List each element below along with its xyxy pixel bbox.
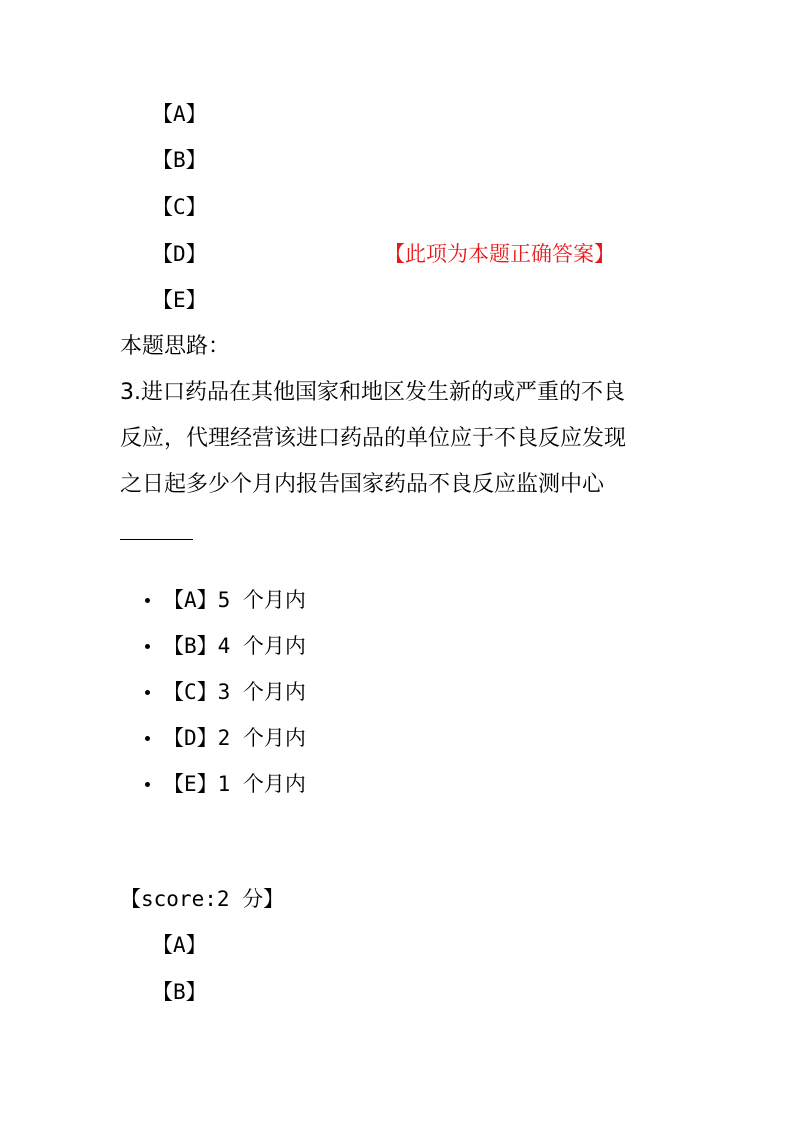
prev-option-c: 【C】 bbox=[152, 195, 207, 219]
prev-option-e: 【E】 bbox=[152, 288, 207, 312]
answer-option-b: 【B】 bbox=[152, 980, 207, 1004]
option-text: 【C】3 个月内 bbox=[163, 680, 306, 704]
bullet-dot-icon bbox=[145, 782, 150, 787]
prev-option-b: 【B】 bbox=[152, 148, 207, 172]
bullet-dot-icon bbox=[145, 736, 150, 741]
prev-option-a: 【A】 bbox=[152, 102, 207, 126]
question-line-2: 反应，代理经营该进口药品的单位应于不良反应发现 bbox=[120, 426, 627, 451]
option-text: 【D】2 个月内 bbox=[163, 726, 306, 750]
prev-option-d bbox=[152, 240, 615, 268]
bullet-dot-icon bbox=[145, 598, 150, 603]
answer-blank bbox=[120, 539, 193, 540]
prev-option-d-label: 【D】 bbox=[152, 242, 207, 266]
question-line-3: 之日起多少个月内报告国家药品不良反应监测中心 bbox=[120, 472, 605, 497]
option-text: 【B】4 个月内 bbox=[163, 634, 306, 658]
option-text: 【A】5 个月内 bbox=[163, 588, 306, 612]
analysis-label: 本题思路： bbox=[120, 334, 231, 359]
option-text: 【E】1 个月内 bbox=[163, 772, 306, 796]
score-label: 【score:2 分】 bbox=[120, 887, 285, 911]
question-line-1: 3.进口药品在其他国家和地区发生新的或严重的不良 bbox=[120, 380, 625, 405]
answer-option-a: 【A】 bbox=[152, 933, 207, 957]
bullet-dot-icon bbox=[145, 690, 150, 695]
bullet-dot-icon bbox=[145, 644, 150, 649]
correct-answer-marker: 【此项为本题正确答案】 bbox=[384, 242, 615, 266]
